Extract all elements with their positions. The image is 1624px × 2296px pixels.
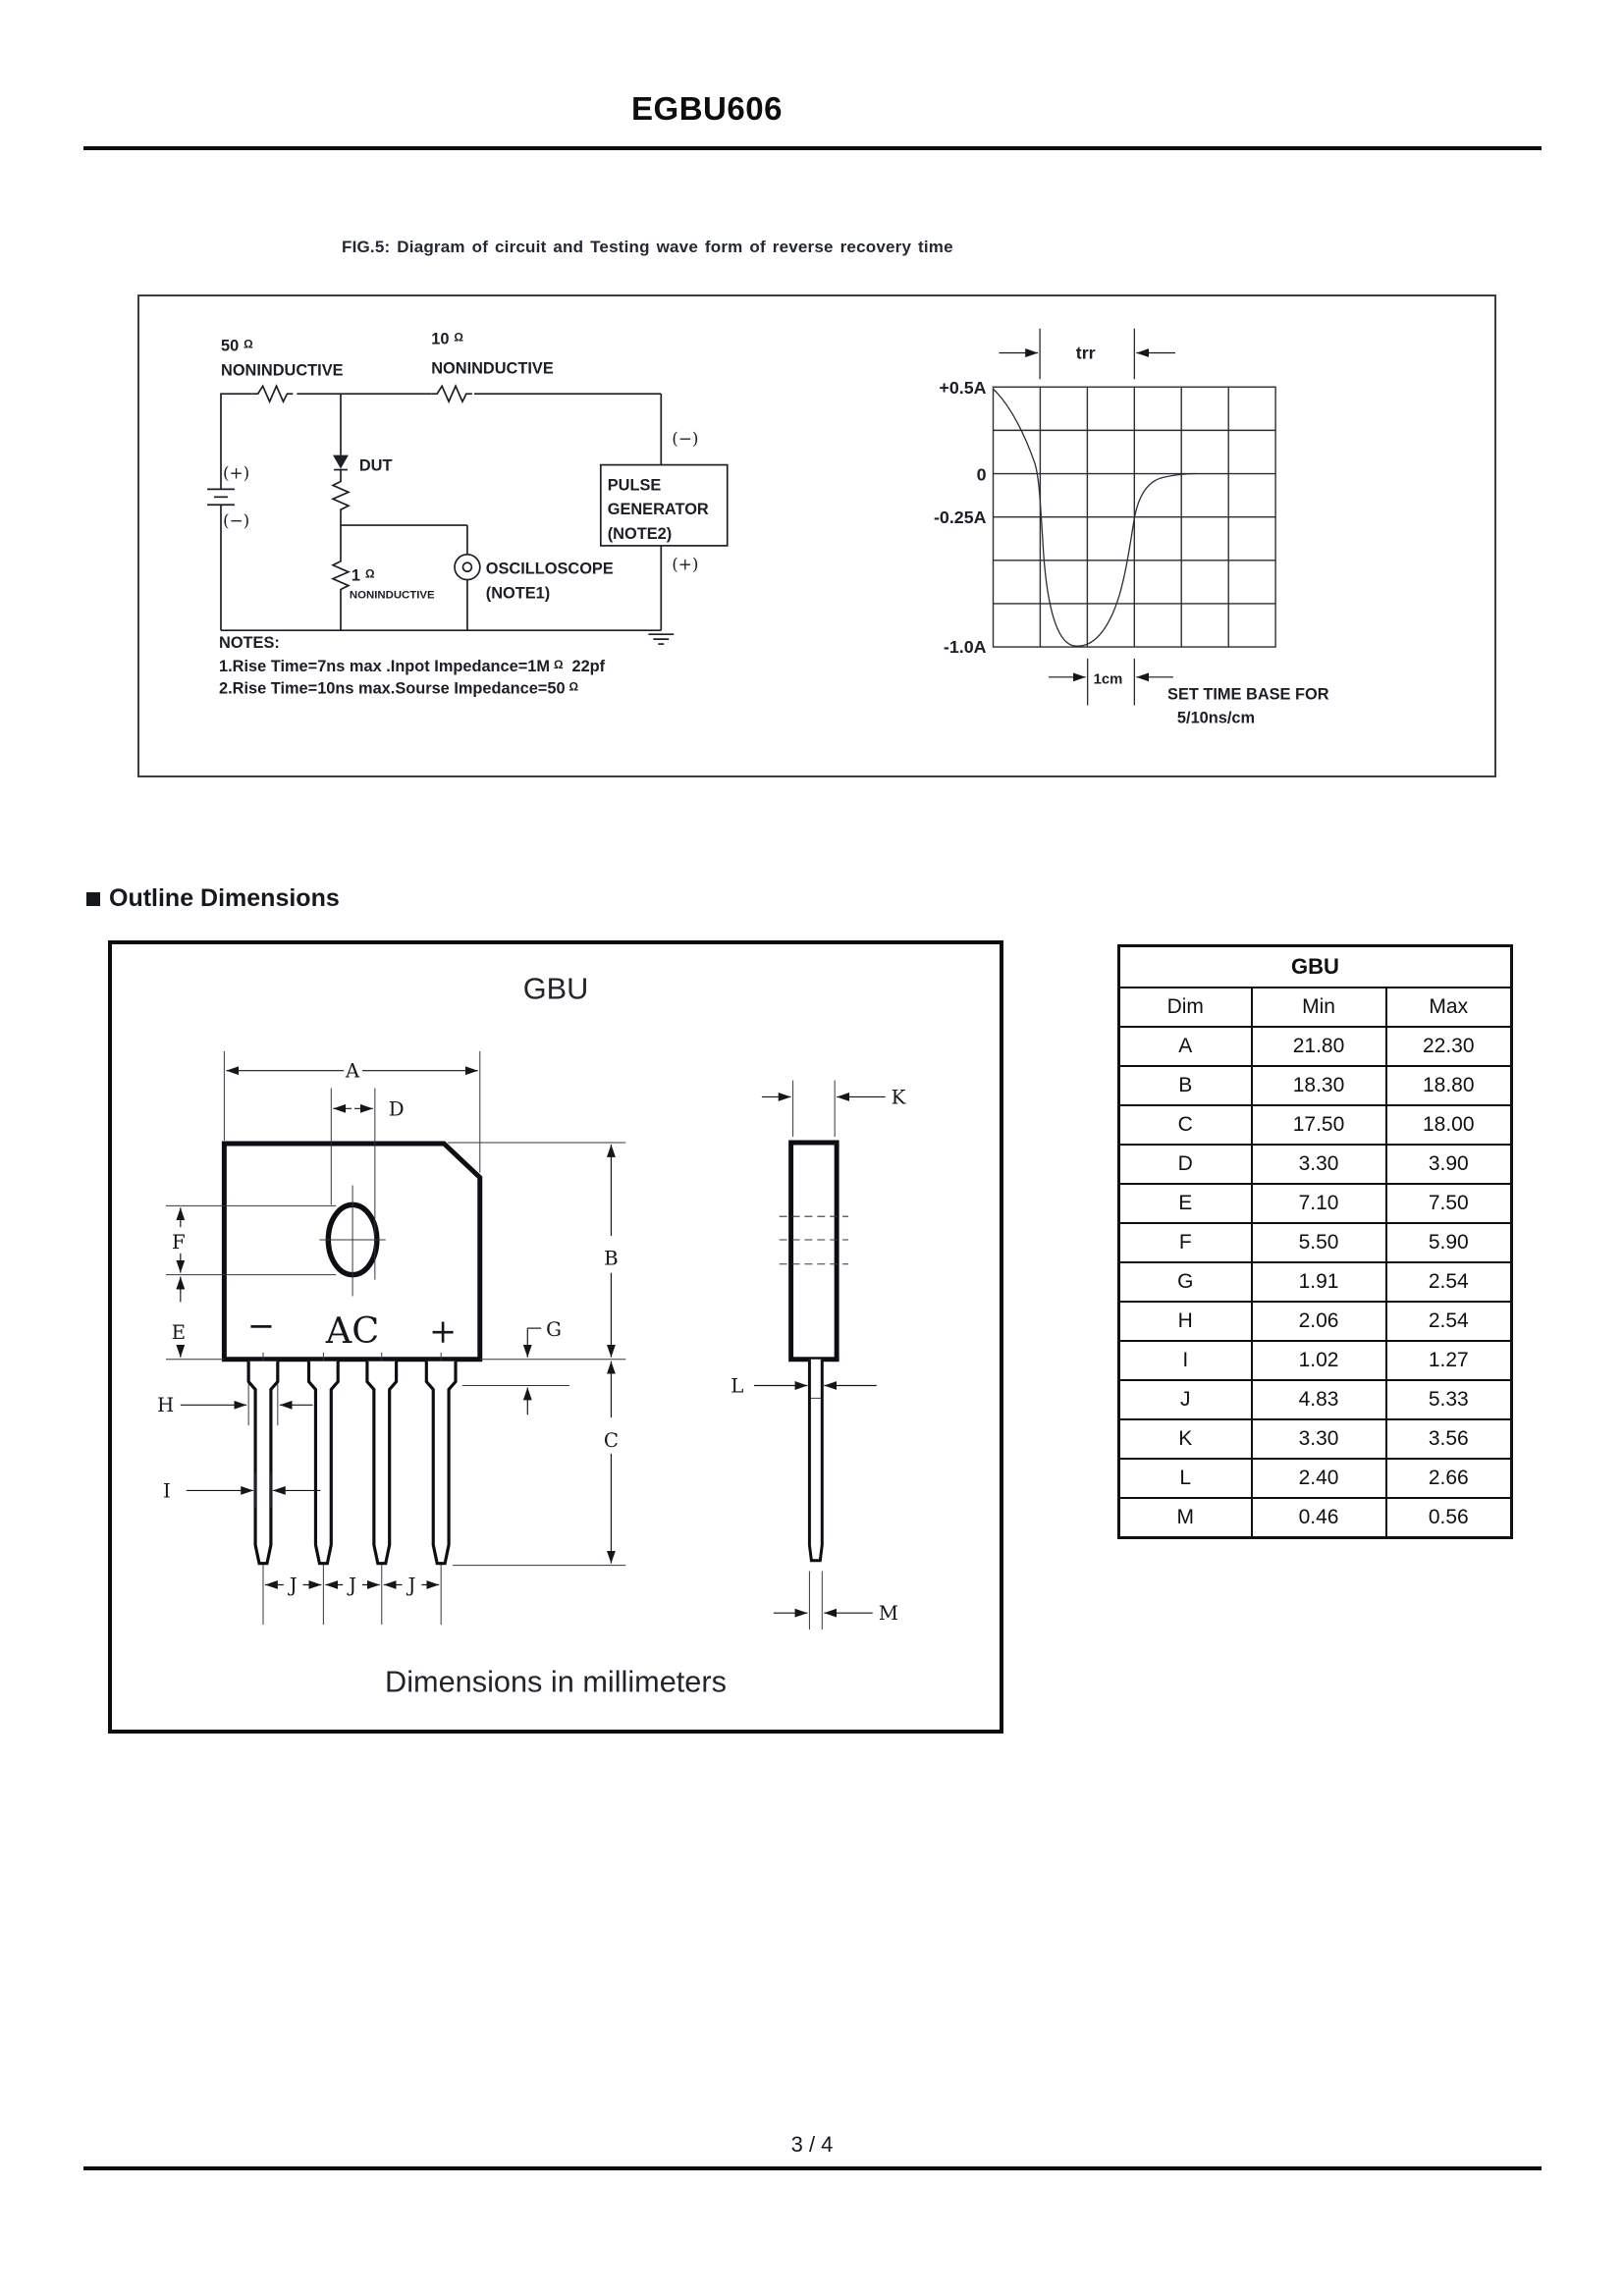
resistor-1-noninductive: NONINDUCTIVE	[349, 589, 435, 602]
cell-dim: I	[1119, 1341, 1252, 1380]
marking-minus: −	[246, 1307, 276, 1345]
cell-max: 2.66	[1386, 1459, 1512, 1498]
units-note: Dimensions in millimeters	[385, 1664, 727, 1699]
timebase-label-1: SET TIME BASE FOR	[1167, 685, 1329, 704]
dim-K	[762, 1081, 886, 1137]
col-header-min: Min	[1252, 988, 1386, 1027]
table-row	[1119, 1459, 1512, 1498]
cell-dim: C	[1119, 1105, 1252, 1145]
dim-label-B: B	[604, 1247, 619, 1270]
cell-min: 18.30	[1252, 1066, 1386, 1105]
dim-label-M: M	[878, 1602, 898, 1626]
dim-C	[453, 1362, 625, 1566]
table-header-row	[1119, 988, 1512, 1027]
table-row	[1119, 1223, 1512, 1262]
cell-dim: M	[1119, 1498, 1252, 1538]
notes-title: NOTES:	[219, 634, 280, 653]
dim-label-D: D	[388, 1097, 405, 1121]
marking-plus: +	[429, 1311, 458, 1351]
ground-icon	[648, 634, 674, 644]
pulse-generator-label-1: PULSE	[607, 476, 662, 495]
table-row	[1119, 1027, 1512, 1066]
dim-M	[774, 1572, 873, 1629]
dim-label-E: E	[171, 1320, 187, 1344]
col-header-max: Max	[1386, 988, 1512, 1027]
cell-max: 2.54	[1386, 1302, 1512, 1341]
resistor-50-noninductive: NONINDUCTIVE	[221, 361, 344, 380]
cell-min: 4.83	[1252, 1380, 1386, 1419]
resistor-10-noninductive: NONINDUCTIVE	[431, 359, 554, 378]
dim-label-H: H	[157, 1394, 175, 1417]
cell-min: 21.80	[1252, 1027, 1386, 1066]
trr-label: trr	[1075, 343, 1096, 363]
dimensions-table	[1117, 944, 1513, 1539]
table-row	[1119, 1262, 1512, 1302]
circuit-wires	[221, 386, 661, 630]
cell-dim: G	[1119, 1262, 1252, 1302]
table-row	[1119, 1302, 1512, 1341]
table-title: GBU	[1119, 946, 1512, 988]
dim-label-J3: J	[407, 1574, 416, 1597]
scale-label: 1cm	[1093, 671, 1123, 688]
cell-min: 1.02	[1252, 1341, 1386, 1380]
resistor-50-label: 50 Ω	[221, 337, 253, 355]
y-label-plus05: +0.5A	[939, 378, 987, 399]
cell-max: 3.56	[1386, 1419, 1512, 1459]
table-row	[1119, 1380, 1512, 1419]
table-row	[1119, 1066, 1512, 1105]
cell-min: 3.30	[1252, 1145, 1386, 1184]
fig5-caption: FIG.5: Diagram of circuit and Testing wave form of reverse recovery time	[342, 238, 953, 256]
table-title-row	[1119, 946, 1512, 988]
dim-label-C: C	[603, 1428, 620, 1452]
cell-max: 22.30	[1386, 1027, 1512, 1066]
cell-min: 7.10	[1252, 1184, 1386, 1223]
outline-dimensions-title: Outline Dimensions	[109, 884, 340, 912]
footer-rule	[83, 2166, 1542, 2170]
generator-plus-label: (+)	[672, 554, 699, 574]
cell-max: 1.27	[1386, 1341, 1512, 1380]
oscilloscope-label-1: OSCILLOSCOPE	[485, 560, 614, 578]
table-row	[1119, 1145, 1512, 1184]
marking-ac: AC	[325, 1308, 380, 1352]
dim-I	[187, 1473, 321, 1509]
table-row	[1119, 1105, 1512, 1145]
dim-label-F: F	[171, 1230, 186, 1254]
dim-label-J1: J	[289, 1574, 298, 1597]
note-1: 1.Rise Time=7ns max .Inpot Impedance=1M Ω 22pf	[219, 657, 606, 675]
pulse-generator-label-2: GENERATOR	[607, 501, 709, 519]
diode-icon	[333, 455, 349, 470]
cell-dim: B	[1119, 1066, 1252, 1105]
cell-min: 2.06	[1252, 1302, 1386, 1341]
cell-min: 1.91	[1252, 1262, 1386, 1302]
cell-max: 2.54	[1386, 1262, 1512, 1302]
dim-label-A: A	[345, 1059, 360, 1083]
fig5-box	[137, 294, 1496, 777]
col-header-dim: Dim	[1119, 988, 1252, 1027]
cell-dim: J	[1119, 1380, 1252, 1419]
cell-min: 5.50	[1252, 1223, 1386, 1262]
cell-max: 3.90	[1386, 1145, 1512, 1184]
table-row	[1119, 1184, 1512, 1223]
y-label-minus025: -0.25A	[933, 507, 987, 528]
dim-label-L: L	[731, 1374, 744, 1398]
oscilloscope-label-2: (NOTE1)	[485, 584, 551, 603]
y-label-minus10: -1.0A	[943, 637, 987, 657]
page-title: EGBU606	[631, 90, 783, 127]
cell-min: 17.50	[1252, 1105, 1386, 1145]
cell-dim: L	[1119, 1459, 1252, 1498]
cell-dim: K	[1119, 1419, 1252, 1459]
resistor-10-label: 10 Ω	[431, 330, 463, 348]
cell-min: 3.30	[1252, 1419, 1386, 1459]
package-side-lead	[809, 1360, 822, 1561]
dut-label: DUT	[358, 456, 393, 475]
package-drawing	[112, 944, 1000, 1730]
cell-max: 5.33	[1386, 1380, 1512, 1419]
note-2: 2.Rise Time=10ns max.Sourse Impedance=50 Ω	[219, 679, 579, 698]
table-row	[1119, 1341, 1512, 1380]
cell-max: 18.80	[1386, 1066, 1512, 1105]
dim-H	[181, 1384, 313, 1426]
package-drawing-box	[108, 940, 1003, 1734]
cell-dim: A	[1119, 1027, 1252, 1066]
cell-dim: E	[1119, 1184, 1252, 1223]
page-number: 3 / 4	[790, 2132, 834, 2157]
y-label-zero: 0	[976, 464, 987, 485]
package-side-body	[780, 1143, 848, 1360]
package-name: GBU	[522, 971, 589, 1006]
timebase-label-2: 5/10ns/cm	[1176, 709, 1256, 727]
outline-dimensions-heading	[86, 884, 340, 913]
dim-label-J2: J	[349, 1574, 357, 1597]
cell-dim: H	[1119, 1302, 1252, 1341]
cell-dim: D	[1119, 1145, 1252, 1184]
oscilloscope-icon	[455, 555, 480, 580]
square-bullet-icon	[86, 892, 100, 906]
table-row	[1119, 1498, 1512, 1538]
cell-max: 0.56	[1386, 1498, 1512, 1538]
battery-minus-label: (−)	[222, 510, 250, 531]
cell-max: 7.50	[1386, 1184, 1512, 1223]
dim-label-G: G	[546, 1318, 562, 1342]
pulse-generator-label-3: (NOTE2)	[607, 524, 673, 543]
header-rule	[83, 146, 1542, 150]
dim-label-K: K	[891, 1086, 906, 1109]
cell-dim: F	[1119, 1223, 1252, 1262]
fig5-diagram	[139, 296, 1490, 772]
table-row	[1119, 1419, 1512, 1459]
cell-max: 18.00	[1386, 1105, 1512, 1145]
battery-plus-label: (+)	[222, 462, 250, 483]
resistor-1-label: 1 Ω	[351, 566, 375, 585]
battery-icon	[207, 489, 235, 505]
cell-max: 5.90	[1386, 1223, 1512, 1262]
generator-minus-label: (−)	[672, 428, 699, 449]
cell-min: 0.46	[1252, 1498, 1386, 1538]
dim-E	[166, 1277, 224, 1360]
dim-label-I: I	[163, 1479, 171, 1503]
cell-min: 2.40	[1252, 1459, 1386, 1498]
